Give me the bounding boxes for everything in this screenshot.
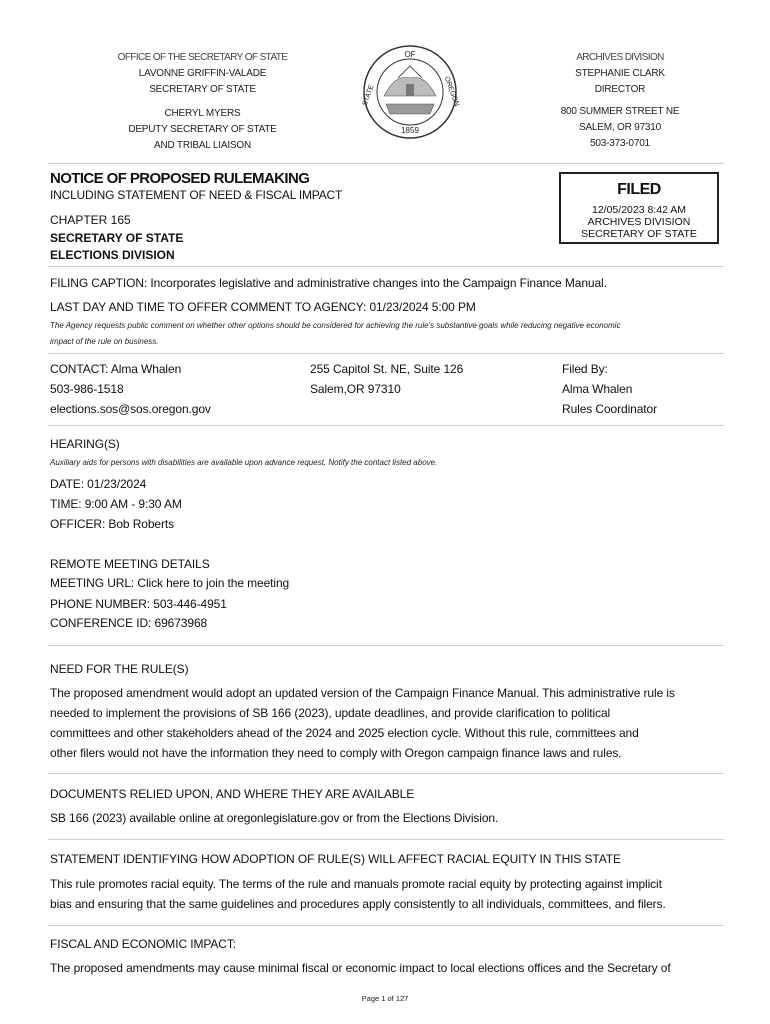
filed-datetime: 12/05/2023 8:42 AM [592, 204, 686, 216]
racial-equity-line-2: bias and ensuring that the same guidelines and procedures apply consistently to all individuals, committees, and filers. [50, 897, 666, 911]
racial-equity-line-1: This rule promotes racial equity. The terms of the rule and manuals promote racial equity by protecting against implicit [50, 877, 662, 891]
deputy-title: DEPUTY SECRETARY OF STATE [128, 124, 277, 135]
phone-number: PHONE NUMBER: 503-446-4951 [50, 597, 227, 611]
hearing-heading: HEARING(S) [50, 437, 120, 451]
director-name: STEPHANIE CLARK [575, 68, 665, 79]
meeting-url-link[interactable]: MEETING URL: Click here to join the meeting [50, 576, 290, 590]
filing-caption: FILING CAPTION: Incorporates legislative and administrative changes into the Campaign Finance Manual. [50, 276, 607, 290]
hearing-time: TIME: 9:00 AM - 9:30 AM [50, 497, 182, 511]
filed-by-label: Filed By: [562, 362, 608, 376]
need-line-3: committees and other stakeholders ahead of the 2024 and 2025 election cycle. Without this rule, committees and [50, 726, 639, 740]
need-line-4: other filers would not have the information they need to comply with Oregon campaign finance laws and rules. [50, 746, 622, 760]
racial-equity-heading: STATEMENT IDENTIFYING HOW ADOPTION OF RULE(S) WILL AFFECT RACIAL EQUITY IN THIS STATE [50, 852, 621, 866]
filed-division: ARCHIVES DIVISION [587, 216, 691, 228]
city-address: SALEM, OR 97310 [578, 122, 662, 133]
conference-id: CONFERENCE ID: 69673968 [50, 616, 208, 630]
need-paragraph [50, 683, 722, 763]
secretary-title: SECRETARY OF STATE [149, 84, 256, 95]
contact-phone: 503-986-1518 [50, 382, 124, 396]
documents-text: SB 166 (2023) available online at oregonlegislature.gov or from the Elections Division. [50, 811, 499, 825]
divider [48, 773, 724, 774]
hearing-date: DATE: 01/23/2024 [50, 477, 147, 491]
archives-phone: 503-373-0701 [590, 138, 650, 149]
division-name: ELECTIONS DIVISION [50, 248, 175, 262]
archives-division: ARCHIVES DIVISION [576, 52, 664, 63]
documents-heading: DOCUMENTS RELIED UPON, AND WHERE THEY ARE AVAILABLE [50, 787, 415, 801]
street-address: 800 SUMMER STREET NE [560, 106, 680, 117]
agency-name: SECRETARY OF STATE [50, 231, 184, 245]
director-title: DIRECTOR [594, 84, 646, 95]
racial-equity-paragraph [50, 874, 722, 914]
remote-meeting-heading: REMOTE MEETING DETAILS [50, 557, 210, 571]
divider [48, 839, 724, 840]
divider [48, 645, 724, 646]
office-name: OFFICE OF THE SECRETARY OF STATE [117, 52, 288, 63]
secretary-name: LAVONNE GRIFFIN-VALADE [138, 68, 267, 79]
svg-text:OF: OF [404, 50, 416, 59]
oregon-state-seal [360, 44, 460, 140]
notice-subtitle: INCLUDING STATEMENT OF NEED & FISCAL IMPACT [50, 188, 343, 202]
fiscal-text: The proposed amendments may cause minimal fiscal or economic impact to local elections offices and the Secretary of [50, 961, 671, 975]
filed-by-name: Alma Whalen [562, 382, 633, 396]
page-number: Page 1 of 127 [361, 994, 409, 1003]
comment-note-line-1: The Agency requests public comment on whether other options should be considered for achieving the rule's substantive goals while reducing negative economic [50, 321, 621, 330]
chapter-number: CHAPTER 165 [50, 213, 131, 227]
contact-address-2: Salem,OR 97310 [310, 382, 401, 396]
need-heading: NEED FOR THE RULE(S) [50, 662, 189, 676]
seal-year: 1859 [401, 126, 419, 135]
header-divider [48, 163, 724, 164]
svg-text:OREGON: OREGON [442, 75, 460, 108]
need-line-2: needed to implement the provisions of SB 166 (2023), update deadlines, and provide clarification to political [50, 706, 611, 720]
filed-stamp [559, 172, 719, 244]
hearing-note: Auxiliary aids for persons with disabilities are available upon advance request. Notify the contact listed above. [50, 458, 438, 467]
hearing-officer: OFFICER: Bob Roberts [50, 517, 175, 531]
fiscal-heading: FISCAL AND ECONOMIC IMPACT: [50, 937, 236, 951]
divider [48, 425, 724, 426]
last-day-comment: LAST DAY AND TIME TO OFFER COMMENT TO AGENCY: 01/23/2024 5:00 PM [50, 300, 476, 314]
header-left [100, 50, 305, 154]
deputy-name: CHERYL MYERS [164, 108, 241, 119]
contact-name: CONTACT: Alma Whalen [50, 362, 182, 376]
header-right [520, 50, 720, 152]
notice-title: NOTICE OF PROPOSED RULEMAKING [50, 170, 310, 187]
filed-by-title: Rules Coordinator [562, 402, 658, 416]
deputy-title-2: AND TRIBAL LIAISON [154, 140, 251, 151]
need-line-1: The proposed amendment would adopt an updated version of the Campaign Finance Manual. This administrative rule is [50, 686, 675, 700]
comment-note [50, 318, 730, 350]
contact-email[interactable]: elections.sos@sos.oregon.gov [50, 402, 211, 416]
contact-address-1: 255 Capitol St. NE, Suite 126 [310, 362, 464, 376]
filed-title: FILED [617, 181, 661, 198]
divider [48, 266, 724, 267]
comment-note-line-2: impact of the rule on business. [50, 337, 159, 346]
divider [48, 353, 724, 354]
divider [48, 925, 724, 926]
svg-text:STATE: STATE [361, 84, 376, 107]
filed-agency: SECRETARY OF STATE [581, 228, 697, 240]
